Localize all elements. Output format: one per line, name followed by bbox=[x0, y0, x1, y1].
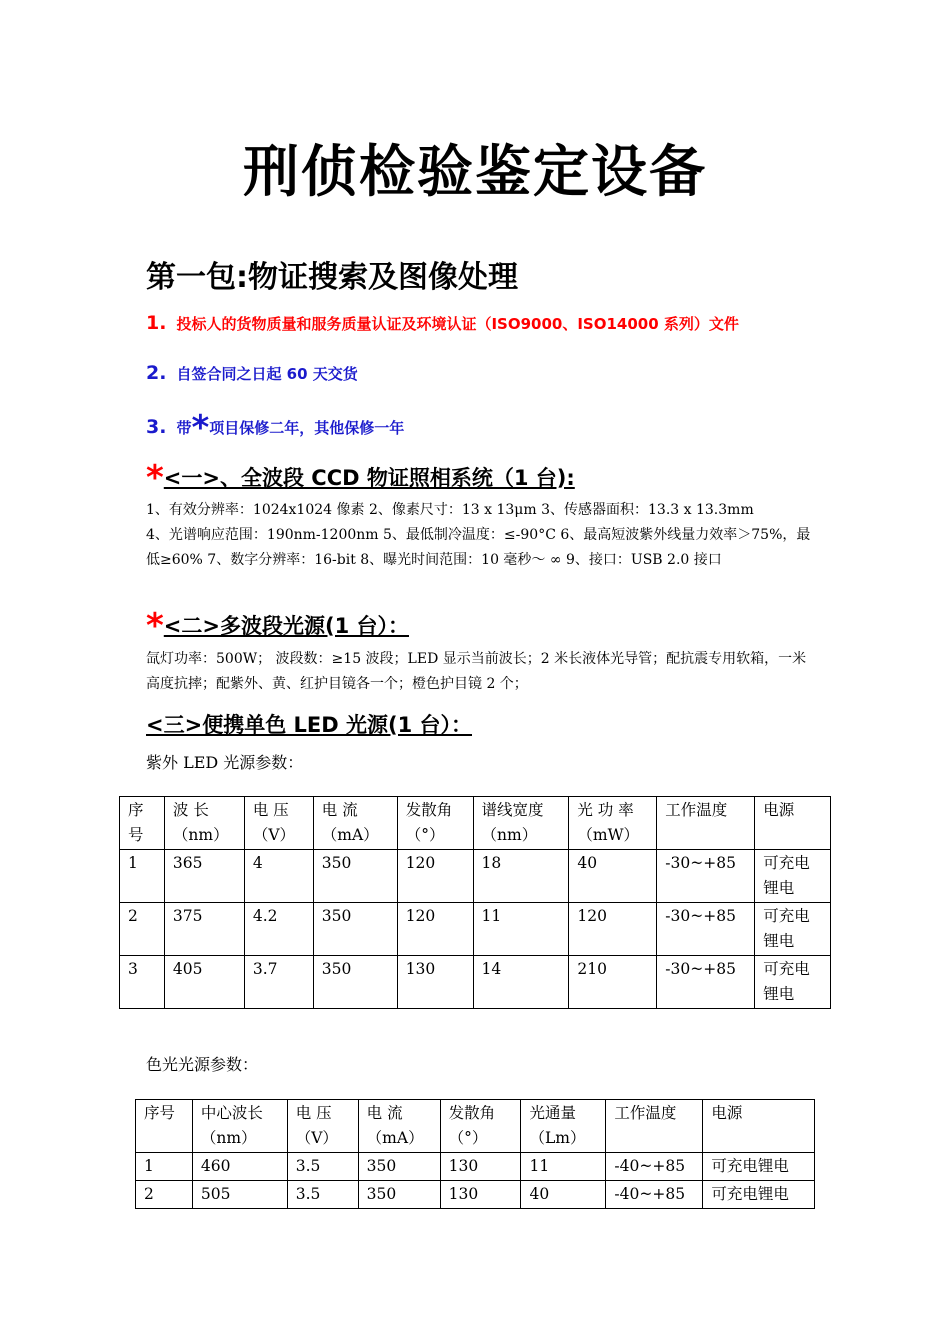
table-cell: 18 bbox=[473, 850, 569, 903]
table-row bbox=[136, 1181, 815, 1209]
table-cell: 2 bbox=[136, 1181, 193, 1209]
requirement-1 bbox=[146, 312, 739, 334]
section-2-body bbox=[146, 647, 816, 697]
section-1-heading bbox=[146, 458, 575, 498]
requirement-prefix: 带 bbox=[176, 419, 192, 437]
table-cell: 3.5 bbox=[287, 1153, 358, 1181]
table-header-row bbox=[136, 1100, 815, 1153]
table-cell: 350 bbox=[358, 1153, 440, 1181]
table-cell: 14 bbox=[473, 956, 569, 1009]
table-cell: -30~+85 bbox=[657, 956, 755, 1009]
table-cell: 40 bbox=[569, 850, 657, 903]
color-led-table bbox=[135, 1099, 815, 1209]
section-1-body bbox=[146, 498, 816, 573]
table-cell: -30~+85 bbox=[657, 903, 755, 956]
package-title: 第一包:物证搜索及图像处理 bbox=[146, 260, 518, 295]
table-header-row bbox=[120, 797, 831, 850]
table-cell: 可充电锂电 bbox=[755, 956, 831, 1009]
header-cell: 中心波长（nm） bbox=[192, 1100, 287, 1153]
table-cell: 可充电锂电 bbox=[703, 1181, 815, 1209]
document-title: 刑侦检验鉴定设备 bbox=[243, 140, 707, 205]
table-cell: 375 bbox=[164, 903, 244, 956]
table-cell: 130 bbox=[440, 1153, 521, 1181]
table-cell: 130 bbox=[440, 1181, 521, 1209]
table-row bbox=[120, 903, 831, 956]
header-cell: 电 流（mA） bbox=[313, 797, 397, 850]
section-3-heading bbox=[146, 709, 472, 739]
header-cell: 电 压（V） bbox=[287, 1100, 358, 1153]
section-body-line: 4、光谱响应范围：190nm-1200nm 5、最低制冷温度：≤-90°C 6、最高短波紫外线量力效率＞75%，最低≥60% 7、数字分辨率：16-bit 8、曝光时间范围：10 毫秒～ ∞ 9、接口：USB 2.0 接口 bbox=[146, 527, 811, 568]
section-body-line: 氙灯功率：500W； 波段数：≥15 波段；LED 显示当前波长；2 米长液体光导管；配抗震专用软箱，一米高度抗摔；配紫外、黄、红护目镜各一个；橙色护目镜 2 个； bbox=[146, 651, 807, 692]
header-cell: 电 压（V） bbox=[244, 797, 313, 850]
requirement-3 bbox=[146, 408, 404, 448]
star-icon: * bbox=[191, 408, 210, 448]
table-cell: 350 bbox=[313, 956, 397, 1009]
header-cell: 工作温度 bbox=[657, 797, 755, 850]
header-cell: 波 长（nm） bbox=[164, 797, 244, 850]
header-cell: 电源 bbox=[755, 797, 831, 850]
table-cell: 2 bbox=[120, 903, 165, 956]
table-cell: -40~+85 bbox=[606, 1181, 703, 1209]
table-cell: 350 bbox=[358, 1181, 440, 1209]
requirement-number: 3. bbox=[146, 416, 167, 438]
table-cell: 130 bbox=[397, 956, 473, 1009]
table-row bbox=[120, 850, 831, 903]
color-light-label: 色光光源参数： bbox=[146, 1055, 259, 1074]
header-cell: 光通量（Lm） bbox=[521, 1100, 606, 1153]
table-cell: 120 bbox=[397, 850, 473, 903]
table-row bbox=[136, 1153, 815, 1181]
table-cell: 365 bbox=[164, 850, 244, 903]
table-cell: 可充电锂电 bbox=[755, 850, 831, 903]
requirement-number: 1. bbox=[146, 312, 167, 334]
header-cell: 发散角（°） bbox=[397, 797, 473, 850]
table-cell: 11 bbox=[473, 903, 569, 956]
table-cell: 405 bbox=[164, 956, 244, 1009]
table-cell: 3 bbox=[120, 956, 165, 1009]
table-cell: -40~+85 bbox=[606, 1153, 703, 1181]
header-cell: 光 功 率（mW） bbox=[569, 797, 657, 850]
table-cell: 120 bbox=[397, 903, 473, 956]
star-icon: * bbox=[146, 458, 164, 498]
table-cell: 120 bbox=[569, 903, 657, 956]
table-row bbox=[120, 956, 831, 1009]
star-icon: * bbox=[146, 606, 164, 646]
requirement-2 bbox=[146, 362, 358, 384]
table-cell: 4 bbox=[244, 850, 313, 903]
header-cell: 发散角（°） bbox=[440, 1100, 521, 1153]
header-cell: 电 流（mA） bbox=[358, 1100, 440, 1153]
section-2-heading bbox=[146, 606, 409, 646]
header-cell: 电源 bbox=[703, 1100, 815, 1153]
table-cell: 460 bbox=[192, 1153, 287, 1181]
table-cell: 3.5 bbox=[287, 1181, 358, 1209]
table-cell: 505 bbox=[192, 1181, 287, 1209]
table-cell: 可充电锂电 bbox=[703, 1153, 815, 1181]
table-cell: -30~+85 bbox=[657, 850, 755, 903]
section-heading-text: <一>、全波段 CCD 物证照相系统（1 台): bbox=[163, 466, 575, 490]
requirement-text: 自签合同之日起 60 天交货 bbox=[176, 365, 358, 383]
requirement-text: 投标人的货物质量和服务质量认证及环境认证（ISO9000、ISO14000 系列）文件 bbox=[176, 315, 739, 333]
table-cell: 1 bbox=[120, 850, 165, 903]
table-cell: 40 bbox=[521, 1181, 606, 1209]
header-cell: 序号 bbox=[120, 797, 165, 850]
table-cell: 1 bbox=[136, 1153, 193, 1181]
requirement-text: 项目保修二年，其他保修一年 bbox=[209, 419, 405, 437]
header-cell: 序号 bbox=[136, 1100, 193, 1153]
section-3-body: 紫外 LED 光源参数： bbox=[146, 753, 304, 772]
section-heading-text: <三>便携单色 LED 光源(1 台）： bbox=[146, 713, 472, 737]
table-cell: 350 bbox=[313, 850, 397, 903]
section-body-line: 1、有效分辨率：1024x1024 像素 2、像素尺寸：13 x 13μm 3、传感器面积：13.3 x 13.3mm bbox=[146, 502, 754, 518]
uv-led-table bbox=[119, 796, 831, 1009]
table-cell: 11 bbox=[521, 1153, 606, 1181]
requirement-number: 2. bbox=[146, 362, 167, 384]
table-cell: 3.7 bbox=[244, 956, 313, 1009]
section-heading-text: <二>多波段光源(1 台）： bbox=[163, 614, 409, 638]
table-cell: 210 bbox=[569, 956, 657, 1009]
table-cell: 350 bbox=[313, 903, 397, 956]
header-cell: 工作温度 bbox=[606, 1100, 703, 1153]
table-cell: 4.2 bbox=[244, 903, 313, 956]
table-cell: 可充电锂电 bbox=[755, 903, 831, 956]
header-cell: 谱线宽度（nm） bbox=[473, 797, 569, 850]
